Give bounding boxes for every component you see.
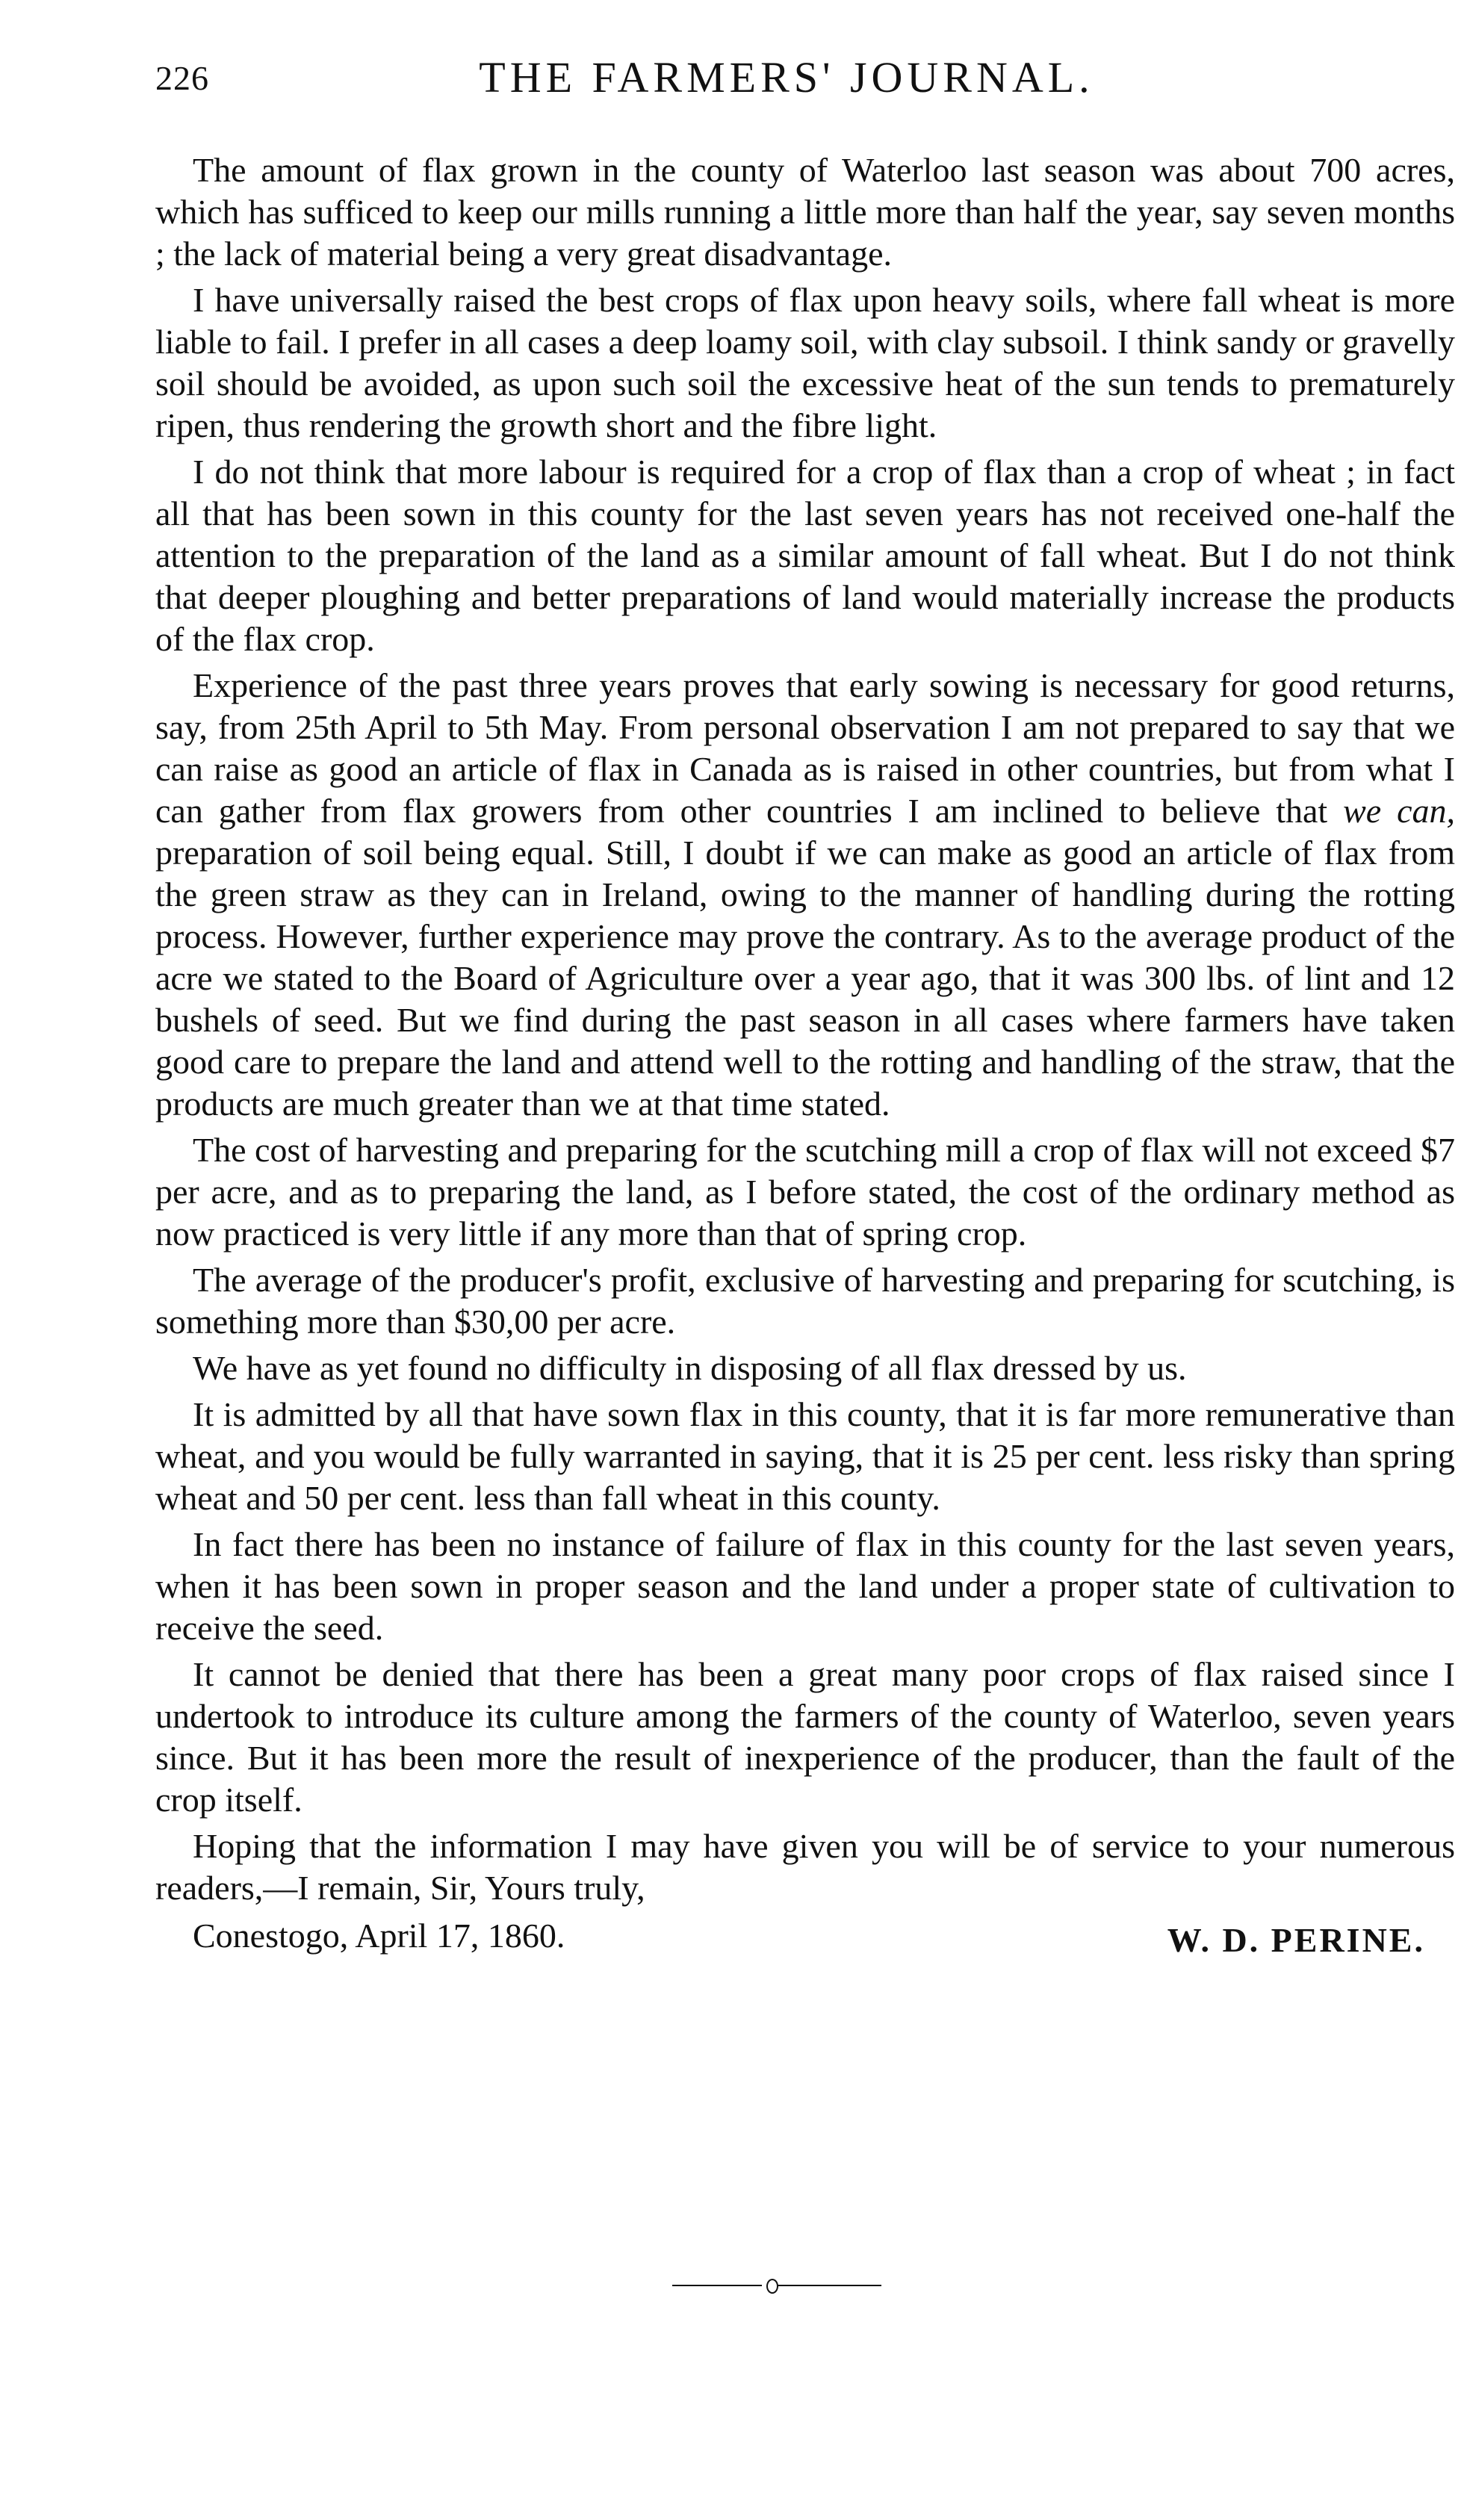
paragraph-disposal: We have as yet found no difficulty in disposing of all flax dressed by us. <box>193 1349 1187 1387</box>
letter-body <box>155 149 1455 1963</box>
paragraph-labour: I do not think that more labour is required for a crop of flax than a crop of wheat ; in fact all that has been sown in this county for the last seven years has not received one-half the attention to the preparation of the land as a similar amount of fall wheat. But I do not think that deeper ploughing and better preparations of land would materially increase the products of the flax crop. <box>155 453 1455 658</box>
running-head: THE FARMERS' JOURNAL. <box>479 53 1094 102</box>
paragraph-experience-part-2: preparation of soil being equal. Still, I doubt if we can make as good an article of flax from the green straw as they can in Ireland, owing to the manner of handling during the rotting process. However, further experience may prove the contrary. As to the average product of the acre we stated to the Board of Agriculture over a year ago, that it was 300 lbs. of lint and 12 bushels of seed. But we find during the past season in all cases where farmers have taken good care to prepare the land and attend well to the rotting and handling of the straw, that the products are much greater than we at that time stated. <box>155 834 1455 1123</box>
paragraph-no-failure: In fact there has been no instance of failure of flax in this county for the last seven years, when it has been sown in proper season and the land under a proper state of cultivation to receive the seed. <box>155 1525 1455 1647</box>
paragraph-closing: Hoping that the information I may have given you will be of service to your numerous readers,—I remain, Sir, Yours truly, <box>155 1827 1455 1907</box>
paragraph-experience <box>155 665 1455 1125</box>
paragraph-flax-acreage: The amount of flax grown in the county of Waterloo last season was about 700 acres, which has sufficed to keep our mills running a little more than half the year, say seven months ; the lack of material being a very great disadvantage. <box>155 151 1455 273</box>
divider-rule-left <box>672 2285 762 2286</box>
divider-rule-right <box>777 2285 881 2286</box>
signoff <box>155 1915 1455 1963</box>
page-number: 226 <box>155 59 209 97</box>
paragraph-harvest-cost: The cost of harvesting and preparing for the scutching mill a crop of flax will not exceed $7 per acre, and as to preparing the land, as I before stated, the cost of the ordinary method as now practiced is very little if any more than that of spring crop. <box>155 1131 1455 1253</box>
signature: W. D. PERINE. <box>1167 1921 1425 1959</box>
paragraph-experience-emphasis: we can, <box>1343 792 1455 830</box>
section-divider-ornament <box>672 2278 881 2293</box>
paragraph-soils: I have universally raised the best crops of flax upon heavy soils, where fall wheat is more liable to fail. I prefer in all cases a deep loamy soil, with clay subsoil. I think sandy or gravelly soil should be avoided, as upon such soil the excessive heat of the sun tends to prematurely ripen, thus rendering the growth short and the fibre light. <box>155 281 1455 444</box>
divider-circle-icon <box>766 2279 778 2294</box>
place-date: Conestogo, April 17, 1860. <box>193 1917 565 1955</box>
paragraph-poor-crops: It cannot be denied that there has been a great many poor crops of flax raised since I undertook to introduce its culture among the farmers of the county of Waterloo, seven years since. But it has been more the result of inexperience of the producer, than the fault of the crop itself. <box>155 1655 1455 1819</box>
page-header <box>155 52 1418 112</box>
paragraph-profit: The average of the producer's profit, exclusive of harvesting and preparing for scutching, is something more than $30,00 per acre. <box>155 1261 1455 1341</box>
paragraph-remunerative: It is admitted by all that have sown flax in this county, that it is far more remunerative than wheat, and you would be fully warranted in saying, that it is 25 per cent. less risky than spring wheat and 50 per cent. less than fall wheat in this county. <box>155 1395 1455 1517</box>
paragraph-experience-part-1: Experience of the past three years proves that early sowing is necessary for good returns, say, from 25th April to 5th May. From personal observation I am not prepared to say that we can raise as good an article of flax in Canada as is raised in other countries, but from what I can gather from flax growers from other countries I am inclined to believe that <box>155 666 1455 830</box>
